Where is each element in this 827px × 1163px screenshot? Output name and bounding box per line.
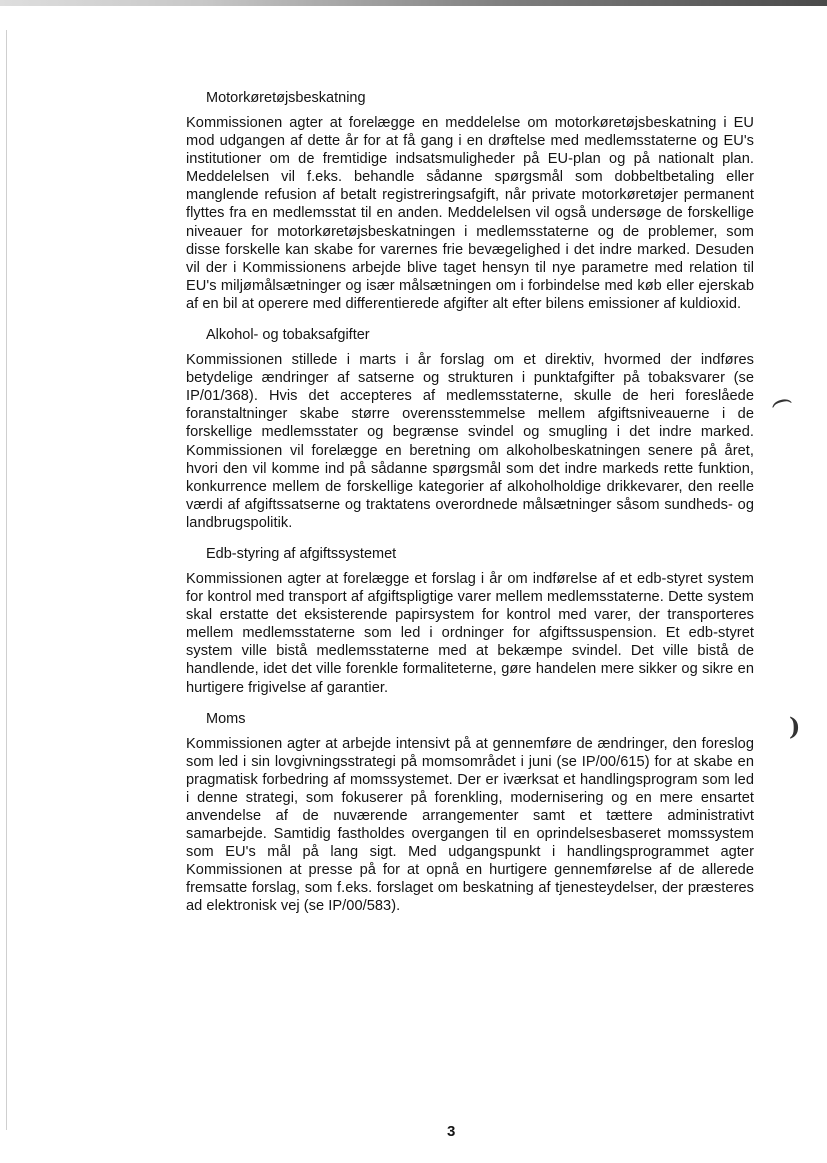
page-number: 3	[447, 1123, 456, 1140]
scan-top-edge	[0, 0, 827, 6]
section-body: Kommissionen stillede i marts i år forslag om et direktiv, hvormed der indføres betydelige ændringer af satserne og strukturen i punktafgifter på tobaksvarer (se IP/01/368). Hvis det accepteres af medlemsstaterne, skulle de heri foreslåede foranstaltninger skabe større overensstemmelse mellem afgiftsniveauerne i de forskellige medlemsstater og begrænse svindel og smugling i det indre marked. Kommissionen vil forelægge en beretning om alkoholbeskatningen senere på året, hvori den vil komme ind på sådanne spørgsmål som det indre markeds rette funktion, konkurrence mellem de forskellige kategorier af alkoholholdige drikkevarer, den reelle værdi af afgiftssatserne og traktatens overordnede målsætninger såsom sundheds- og landbrugspolitik.	[186, 352, 754, 531]
section-body: Kommissionen agter at arbejde intensivt på at gennemføre de ændringer, den foreslog som led i sin lovgivningsstrategi på momsområdet i juni (se IP/00/615) for at skabe en pragmatisk forbedring af momssystemet. Der er iværksat et handlingsprogram som led i denne strategi, som fokuserer på forenkling, modernisering og en mere ensartet anvendelse af de nuværende arrangementer samt et tættere administrativt samarbejde. Samtidig fastholdes overgangen til en oprindelsesbaseret momssystem som EU's mål på lang sigt. Med udgangspunkt i handlingsprogrammet agter Kommissionen at presse på for at opnå en hurtigere gennemførelse af de allerede fremsatte forslag, som f.eks. forslaget om beskatning af tjenesteydelser, der præsteres ad elektronisk vej (se IP/00/583).	[186, 735, 754, 915]
margin-punch-mark-bottom: )	[789, 712, 801, 741]
document-page	[186, 88, 754, 928]
section-alcohol-tobacco-duties	[186, 325, 754, 532]
section-computerised-excise-control	[186, 544, 754, 697]
scan-left-edge	[6, 30, 7, 1130]
margin-punch-mark-top: (	[768, 395, 795, 410]
section-body: Kommissionen agter at forelægge en meddelelse om motorkøretøjsbeskatning i EU mod udgangen af dette år for at få gang i en drøftelse med medlemsstaterne og EU's institutioner om de fremtidige indsatsmuligheder på EU-plan og på nationalt plan. Meddelelsen vil f.eks. behandle sådanne spørgsmål som dobbeltbetaling eller manglende refusion af betalt registreringsafgift, når private motorkøretøjer permanent flyttes fra en medlemsstat til en anden. Meddelelsen vil også undersøge de forskellige niveauer for motorkøretøjsbeskatningen i medlemsstaterne og de problemer, som disse forskelle kan skabe for varernes frie bevægelighed i det indre marked. Desuden vil der i Kommissionens arbejde blive taget hensyn til nye parametre med relation til EU's miljømålsætninger og især målsætningen om i forbindelse med køb eller ejerskab af en bil at operere med differentierede afgifter alt efter bilens emissioner af kuldioxid.	[186, 115, 754, 312]
section-heading: Alkohol- og tobaksafgifter	[206, 327, 370, 344]
section-body: Kommissionen agter at forelægge et forslag i år om indførelse af et edb-styret system for kontrol med transport af afgiftspligtige varer mellem medlemsstaterne. Dette system skal erstatte det eksisterende papirsystem for kontrol med varer, der transporteres mellem medlemsstaterne som led i ordninger for afgiftssuspension. Et edb-styret system ville bistå medlemsstaterne med at bekæmpe svindel. Det ville bistå de handlende, idet det ville forenkle formaliteterne, gøre handelen mere sikker og sikre en hurtigere frigivelse af garantier.	[186, 570, 754, 696]
section-vat	[186, 709, 754, 916]
section-heading: Edb-styring af afgiftssystemet	[206, 545, 397, 562]
section-heading: Motorkøretøjsbeskatning	[206, 90, 366, 106]
section-heading: Moms	[206, 710, 246, 727]
section-motor-vehicle-taxation	[186, 88, 754, 313]
